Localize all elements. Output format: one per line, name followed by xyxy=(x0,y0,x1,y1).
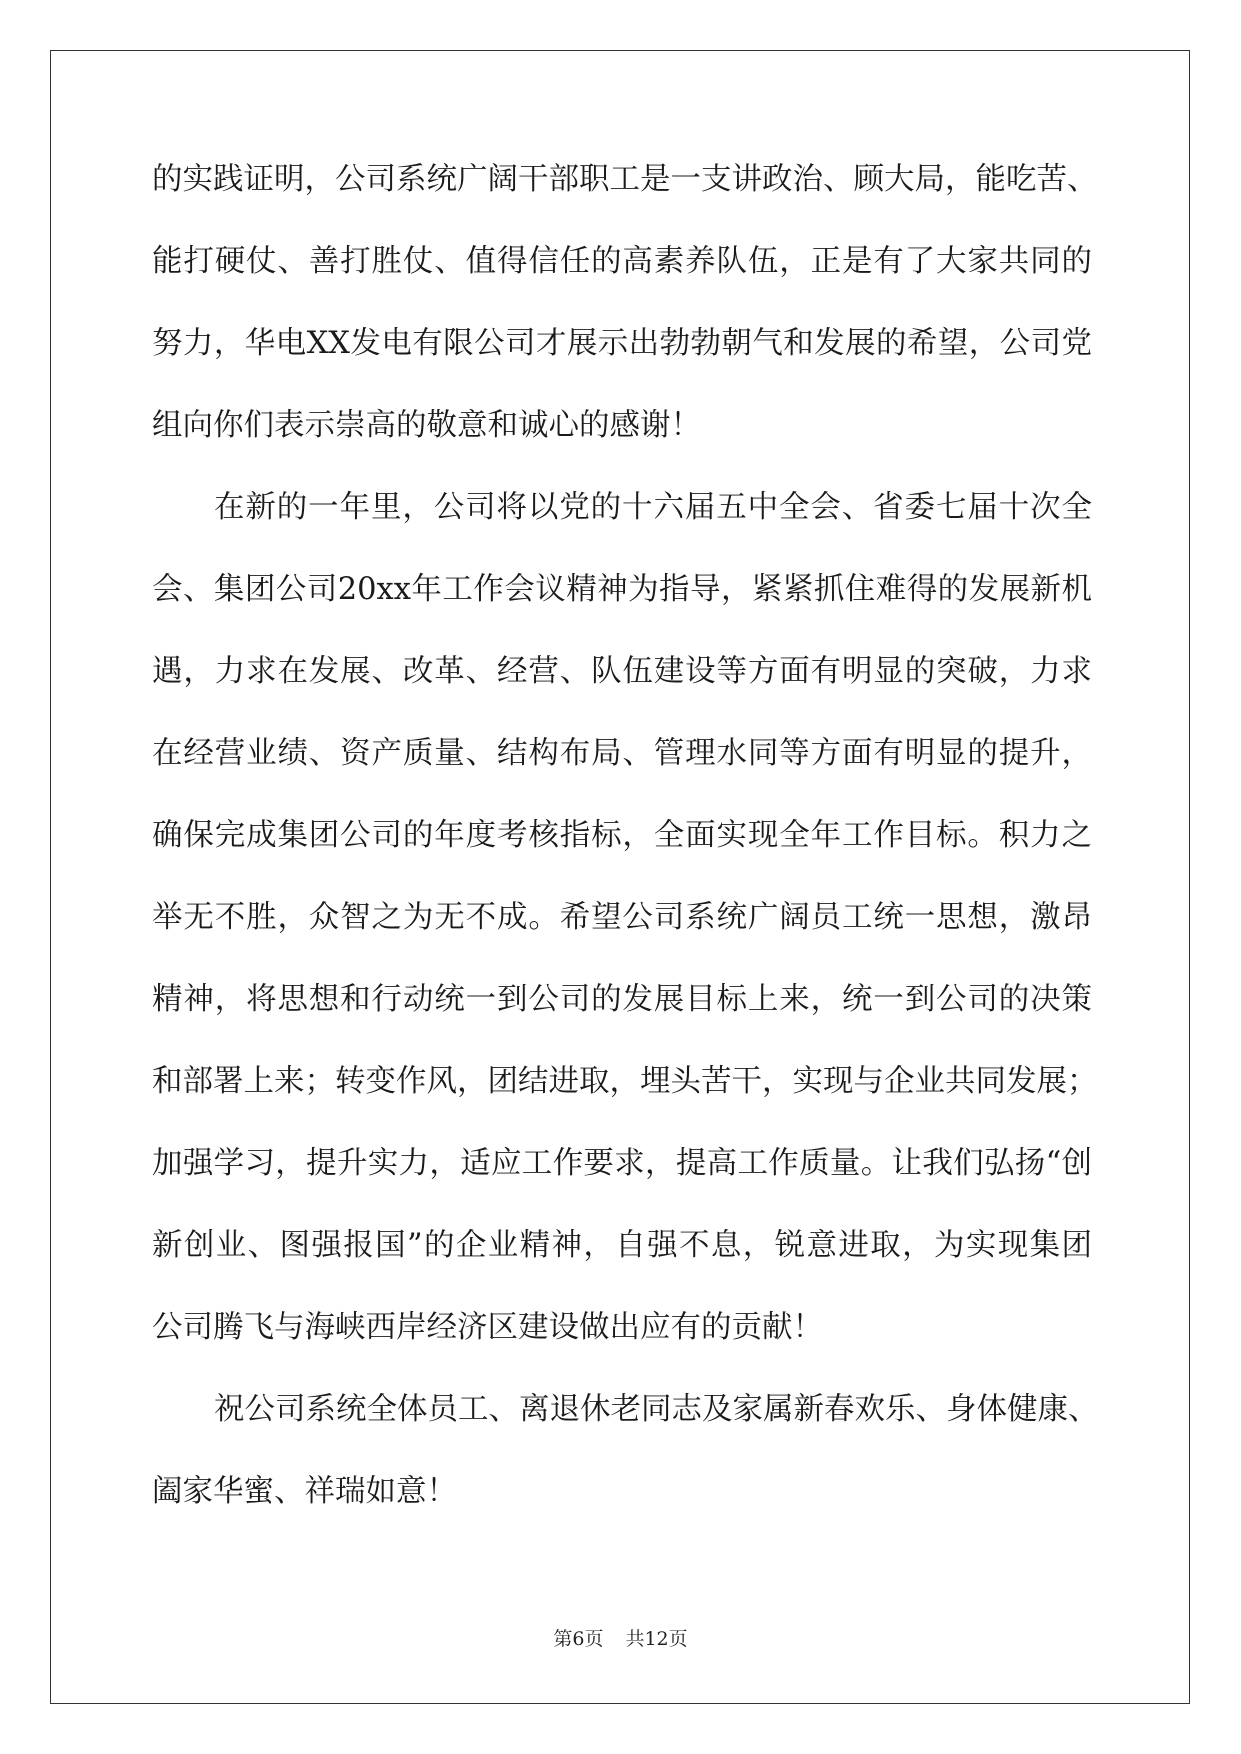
paragraph-start-line: 祝公司系统全体员工、离退休老同志及家属新春欢乐、身体健康、 xyxy=(214,1392,1099,1427)
text-line: 的实践证明，公司系统广阔干部职工是一支讲政治、顾大局，能吃苦、 xyxy=(152,162,1098,197)
text-line: 在经营业绩、资产质量、结构布局、管理水同等方面有明显的提升， xyxy=(152,736,1092,771)
text-line: 公司腾飞与海峡西岸经济区建设做出应有的贡献！ xyxy=(152,1310,823,1345)
text-line: 遇，力求在发展、改革、经营、队伍建设等方面有明显的突破，力求 xyxy=(152,654,1092,689)
text-line: 能打硬仗、善打胜仗、值得信任的高素养队伍，正是有了大家共同的 xyxy=(152,244,1092,279)
text-line: 确保完成集团公司的年度考核指标，全面实现全年工作目标。积力之 xyxy=(152,818,1092,853)
text-line: 举无不胜，众智之为无不成。希望公司系统广阔员工统一思想，激昂 xyxy=(152,900,1092,935)
page-footer xyxy=(0,1624,1241,1651)
text-line: 组向你们表示崇高的敬意和诚心的感谢！ xyxy=(152,408,701,443)
text-line: 新创业、图强报国”的企业精神，自强不息，锐意进取，为实现集团 xyxy=(152,1228,1092,1263)
text-line: 阖家华蜜、祥瑞如意！ xyxy=(152,1474,457,1509)
text-line: 和部署上来；转变作风，团结进取，埋头苦干，实现与企业共同发展； xyxy=(152,1064,1098,1099)
text-line: 加强学习，提升实力，适应工作要求，提高工作质量。让我们弘扬“创 xyxy=(152,1146,1092,1181)
text-line: 精神，将思想和行动统一到公司的发展目标上来，统一到公司的决策 xyxy=(152,982,1092,1017)
page-number-total: 共12页 xyxy=(625,1628,688,1650)
text-line: 努力，华电XX发电有限公司才展示出勃勃朝气和发展的希望，公司党 xyxy=(152,326,1092,361)
paragraph-start-line: 在新的一年里，公司将以党的十六届五中全会、省委七届十次全 xyxy=(214,490,1092,525)
text-line: 会、集团公司20xx年工作会议精神为指导，紧紧抓住难得的发展新机 xyxy=(152,572,1092,607)
document-body xyxy=(152,152,1099,1546)
page-number-current: 第6页 xyxy=(553,1628,604,1650)
